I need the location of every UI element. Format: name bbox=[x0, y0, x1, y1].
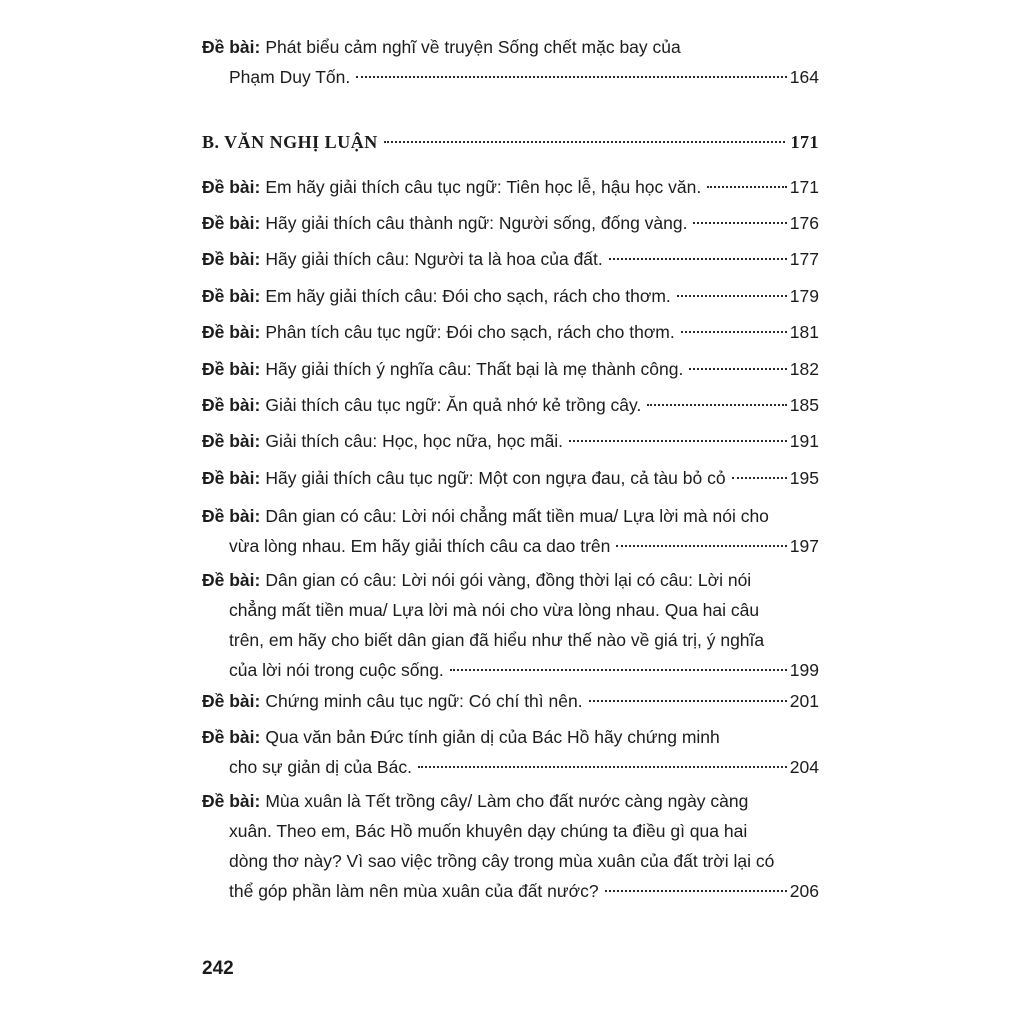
dot-leader bbox=[418, 766, 787, 768]
entry-page-number: 181 bbox=[789, 322, 819, 342]
dot-leader bbox=[589, 700, 787, 702]
entry-text-line: Phát biểu cảm nghĩ về truyện Sống chết mặc bay của bbox=[265, 37, 681, 57]
section-heading bbox=[202, 127, 819, 157]
dot-leader bbox=[450, 669, 787, 671]
entry-text-line: Hãy giải thích câu thành ngữ: Người sống, đống vàng. bbox=[265, 213, 688, 233]
toc-entry bbox=[202, 686, 819, 716]
dot-leader bbox=[569, 440, 787, 442]
entry-prefix: Đề bài: bbox=[202, 791, 261, 811]
toc-entry bbox=[202, 722, 819, 782]
toc-entry bbox=[202, 354, 819, 384]
dot-leader bbox=[689, 368, 786, 370]
dot-leader bbox=[647, 404, 786, 406]
toc-entry bbox=[202, 208, 819, 238]
dot-leader bbox=[681, 331, 787, 333]
entry-prefix: Đề bài: bbox=[202, 177, 261, 197]
entry-page-number: 182 bbox=[789, 359, 819, 379]
entry-prefix: Đề bài: bbox=[202, 213, 261, 233]
entry-text-line: Hãy giải thích câu: Người ta là hoa của đất. bbox=[265, 249, 603, 269]
toc-entry bbox=[202, 390, 819, 420]
entry-text-line: Em hãy giải thích câu tục ngữ: Tiên học lễ, hậu học văn. bbox=[265, 177, 702, 197]
toc-entry bbox=[202, 565, 819, 685]
entry-page-number: 204 bbox=[789, 757, 819, 777]
toc-entry bbox=[202, 244, 819, 274]
entry-text-line: Phạm Duy Tốn. bbox=[229, 67, 351, 87]
entry-prefix: Đề bài: bbox=[202, 359, 261, 379]
toc-entry bbox=[202, 172, 819, 202]
entry-page-number: 201 bbox=[789, 691, 819, 711]
dot-leader bbox=[356, 76, 787, 78]
entry-text-line: Phân tích câu tục ngữ: Đói cho sạch, rách cho thơm. bbox=[265, 322, 675, 342]
entry-text-line: Qua văn bản Đức tính giản dị của Bác Hồ hãy chứng minh bbox=[265, 727, 720, 747]
section-title: B. VĂN NGHỊ LUẬN bbox=[202, 132, 378, 152]
entry-prefix: Đề bài: bbox=[202, 37, 261, 57]
entry-page-number: 185 bbox=[789, 395, 819, 415]
entry-page-number: 176 bbox=[789, 213, 819, 233]
entry-page-number: 164 bbox=[789, 67, 819, 87]
dot-leader bbox=[616, 545, 786, 547]
entry-text-line: của lời nói trong cuộc sống. bbox=[229, 660, 444, 680]
entry-prefix: Đề bài: bbox=[202, 286, 261, 306]
toc-entry bbox=[202, 317, 819, 347]
entry-prefix: Đề bài: bbox=[202, 691, 261, 711]
entry-page-number: 206 bbox=[789, 881, 819, 901]
dot-leader bbox=[707, 186, 787, 188]
dot-leader bbox=[609, 258, 787, 260]
dot-leader bbox=[605, 890, 787, 892]
entry-page-number: 179 bbox=[789, 286, 819, 306]
entry-text-line: Hãy giải thích câu tục ngữ: Một con ngựa đau, cả tàu bỏ cỏ bbox=[265, 468, 726, 488]
entry-text-line: xuân. Theo em, Bác Hồ muốn khuyên dạy chúng ta điều gì qua hai bbox=[229, 821, 748, 841]
page-number: 242 bbox=[202, 958, 234, 979]
entry-page-number: 195 bbox=[789, 468, 819, 488]
section-page-number: 171 bbox=[790, 132, 819, 152]
dot-leader bbox=[693, 222, 786, 224]
entry-page-number: 199 bbox=[789, 660, 819, 680]
entry-prefix: Đề bài: bbox=[202, 570, 261, 590]
entry-text-line: dòng thơ này? Vì sao việc trồng cây trong mùa xuân của đất trời lại có bbox=[229, 851, 775, 871]
entry-text-line: Giải thích câu: Học, học nữa, học mãi. bbox=[265, 431, 564, 451]
toc-entry bbox=[202, 281, 819, 311]
entry-text-line: trên, em hãy cho biết dân gian đã hiểu như thế nào về giá trị, ý nghĩa bbox=[229, 630, 765, 650]
entry-text-line: cho sự giản dị của Bác. bbox=[229, 757, 412, 777]
entry-text-line: Mùa xuân là Tết trồng cây/ Làm cho đất nước càng ngày càng bbox=[265, 791, 749, 811]
entry-prefix: Đề bài: bbox=[202, 322, 261, 342]
entry-prefix: Đề bài: bbox=[202, 506, 261, 526]
entry-text-line: Em hãy giải thích câu: Đói cho sạch, rách cho thơm. bbox=[265, 286, 671, 306]
toc-entry bbox=[202, 786, 819, 906]
entry-page-number: 171 bbox=[789, 177, 819, 197]
entry-text-line: Chứng minh câu tục ngữ: Có chí thì nên. bbox=[265, 691, 583, 711]
entry-page-number: 177 bbox=[789, 249, 819, 269]
entry-prefix: Đề bài: bbox=[202, 468, 261, 488]
entry-text-line: thể góp phần làm nên mùa xuân của đất nước? bbox=[229, 881, 599, 901]
dot-leader bbox=[677, 295, 787, 297]
entry-text-line: Giải thích câu tục ngữ: Ăn quả nhớ kẻ trồng cây. bbox=[265, 395, 642, 415]
dot-leader bbox=[384, 141, 785, 143]
toc-entry-top bbox=[202, 32, 819, 92]
toc-entry bbox=[202, 426, 819, 456]
entry-prefix: Đề bài: bbox=[202, 395, 261, 415]
entry-prefix: Đề bài: bbox=[202, 249, 261, 269]
entry-page-number: 191 bbox=[789, 431, 819, 451]
toc-entry bbox=[202, 501, 819, 561]
entry-text-line: Dân gian có câu: Lời nói gói vàng, đồng thời lại có câu: Lời nói bbox=[265, 570, 752, 590]
entry-text-line: Dân gian có câu: Lời nói chẳng mất tiền mua/ Lựa lời mà nói cho bbox=[265, 506, 769, 526]
entry-text-line: vừa lòng nhau. Em hãy giải thích câu ca dao trên bbox=[229, 536, 611, 556]
entry-page-number: 197 bbox=[789, 536, 819, 556]
entry-text-line: chẳng mất tiền mua/ Lựa lời mà nói cho vừa lòng nhau. Qua hai câu bbox=[229, 600, 760, 620]
entry-prefix: Đề bài: bbox=[202, 727, 261, 747]
entry-text-line: Hãy giải thích ý nghĩa câu: Thất bại là mẹ thành công. bbox=[265, 359, 684, 379]
entry-prefix: Đề bài: bbox=[202, 431, 261, 451]
dot-leader bbox=[732, 477, 787, 479]
toc-entry bbox=[202, 463, 819, 493]
